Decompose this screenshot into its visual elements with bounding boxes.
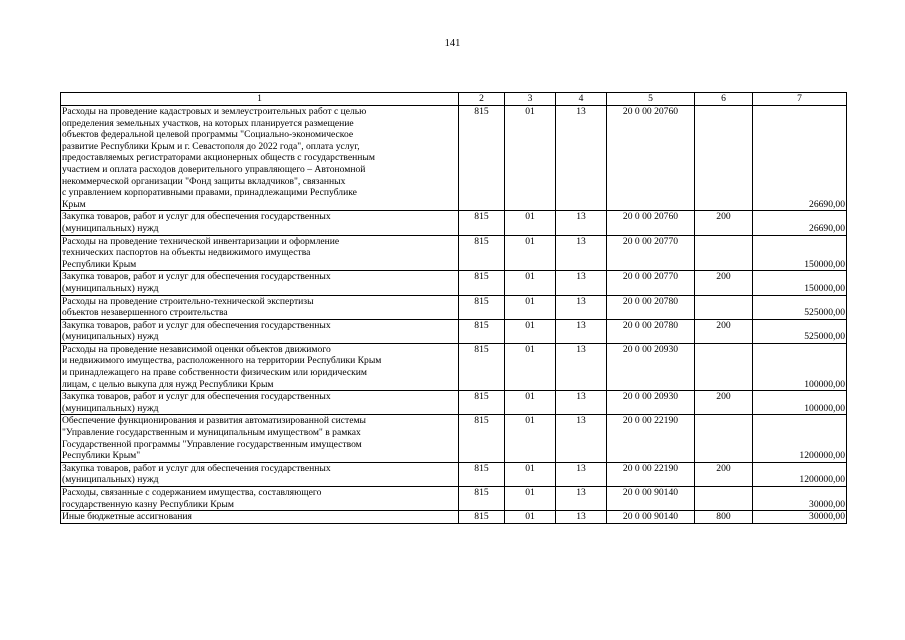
expense-type-code [695, 106, 753, 211]
header-row [61, 93, 847, 106]
section-code: 01 [505, 295, 556, 319]
amount: 100000,00 [753, 343, 847, 390]
amount: 30000,00 [753, 487, 847, 511]
amount: 525000,00 [753, 295, 847, 319]
table-row [61, 511, 847, 524]
target-item-code: 20 0 00 22190 [607, 415, 695, 462]
expense-type-code [695, 295, 753, 319]
amount: 26690,00 [753, 211, 847, 235]
grbs-code: 815 [459, 415, 505, 462]
grbs-code: 815 [459, 211, 505, 235]
section-code: 01 [505, 106, 556, 211]
target-item-code: 20 0 00 20780 [607, 319, 695, 343]
expense-type-code [695, 343, 753, 390]
table-row [61, 343, 847, 390]
grbs-code: 815 [459, 462, 505, 486]
grbs-code: 815 [459, 271, 505, 295]
target-item-code: 20 0 00 20930 [607, 343, 695, 390]
column-header: 6 [695, 93, 753, 106]
amount: 1200000,00 [753, 462, 847, 486]
column-header: 5 [607, 93, 695, 106]
row-name: Закупка товаров, работ и услуг для обеспечения государственных (муниципальных) нужд [61, 462, 459, 486]
grbs-code: 815 [459, 319, 505, 343]
table-row [61, 391, 847, 415]
section-code: 01 [505, 211, 556, 235]
subsection-code: 13 [556, 235, 607, 271]
subsection-code: 13 [556, 487, 607, 511]
subsection-code: 13 [556, 319, 607, 343]
table-row [61, 295, 847, 319]
grbs-code: 815 [459, 487, 505, 511]
target-item-code: 20 0 00 20770 [607, 235, 695, 271]
row-name: Закупка товаров, работ и услуг для обеспечения государственных (муниципальных) нужд [61, 211, 459, 235]
target-item-code: 20 0 00 90140 [607, 487, 695, 511]
column-header: 1 [61, 93, 459, 106]
row-name: Закупка товаров, работ и услуг для обеспечения государственных (муниципальных) нужд [61, 391, 459, 415]
grbs-code: 815 [459, 235, 505, 271]
section-code: 01 [505, 235, 556, 271]
row-name: Расходы на проведение технической инвентаризации и оформление технических паспортов на объекты недвижимого имущества Республики Крым [61, 235, 459, 271]
row-name: Закупка товаров, работ и услуг для обеспечения государственных (муниципальных) нужд [61, 271, 459, 295]
section-code: 01 [505, 343, 556, 390]
subsection-code: 13 [556, 511, 607, 524]
expense-type-code: 200 [695, 462, 753, 486]
expense-type-code: 200 [695, 211, 753, 235]
expense-type-code: 200 [695, 319, 753, 343]
amount: 150000,00 [753, 271, 847, 295]
grbs-code: 815 [459, 391, 505, 415]
table-row [61, 235, 847, 271]
row-name: Расходы на проведение кадастровых и землеустроительных работ с целью определения земельных участков, на которых планируется размещение объектов федеральной целевой программы "Социально-экономическое развитие Республики Крым и г. Севастополя до 2022 года", оплата услуг, предоставляемых регистраторами акционерных обществ с государственным участием и оплата расходов доверительного управляющего – Автономной некоммерческой организации "Фонд защиты вкладчиков", связанных с управлением корпоративными правами, принадлежащими Республике Крым [61, 106, 459, 211]
expense-type-code [695, 415, 753, 462]
row-name: Закупка товаров, работ и услуг для обеспечения государственных (муниципальных) нужд [61, 319, 459, 343]
row-name: Расходы на проведение строительно-технической экспертизы объектов незавершенного строительства [61, 295, 459, 319]
subsection-code: 13 [556, 295, 607, 319]
section-code: 01 [505, 319, 556, 343]
section-code: 01 [505, 391, 556, 415]
subsection-code: 13 [556, 343, 607, 390]
subsection-code: 13 [556, 271, 607, 295]
table-row [61, 106, 847, 211]
table-row [61, 271, 847, 295]
amount: 100000,00 [753, 391, 847, 415]
row-name: Обеспечение функционирования и развития автоматизированной системы "Управление государственным и муниципальным имуществом" в рамках Государственной программы "Управление государственным имуществом Республики Крым" [61, 415, 459, 462]
target-item-code: 20 0 00 20780 [607, 295, 695, 319]
expense-type-code: 200 [695, 391, 753, 415]
target-item-code: 20 0 00 20760 [607, 106, 695, 211]
grbs-code: 815 [459, 295, 505, 319]
amount: 150000,00 [753, 235, 847, 271]
section-code: 01 [505, 511, 556, 524]
row-name: Расходы на проведение независимой оценки объектов движимого и недвижимого имущества, расположенного на территории Республики Крым и принадлежащего на праве собственности физическим или юридическим лицам, с целью выкупа для нужд Республики Крым [61, 343, 459, 390]
amount: 30000,00 [753, 511, 847, 524]
section-code: 01 [505, 462, 556, 486]
table-row [61, 487, 847, 511]
page-number: 141 [444, 38, 461, 49]
target-item-code: 20 0 00 20930 [607, 391, 695, 415]
section-code: 01 [505, 415, 556, 462]
subsection-code: 13 [556, 391, 607, 415]
section-code: 01 [505, 487, 556, 511]
amount: 1200000,00 [753, 415, 847, 462]
budget-table [60, 92, 847, 524]
amount: 525000,00 [753, 319, 847, 343]
table-row [61, 211, 847, 235]
expense-type-code: 200 [695, 271, 753, 295]
column-header: 7 [753, 93, 847, 106]
target-item-code: 20 0 00 22190 [607, 462, 695, 486]
table-row [61, 319, 847, 343]
grbs-code: 815 [459, 343, 505, 390]
target-item-code: 20 0 00 20760 [607, 211, 695, 235]
grbs-code: 815 [459, 106, 505, 211]
expense-type-code [695, 235, 753, 271]
expense-type-code [695, 487, 753, 511]
row-name: Иные бюджетные ассигнования [61, 511, 459, 524]
column-header: 4 [556, 93, 607, 106]
grbs-code: 815 [459, 511, 505, 524]
subsection-code: 13 [556, 106, 607, 211]
expense-type-code: 800 [695, 511, 753, 524]
target-item-code: 20 0 00 90140 [607, 511, 695, 524]
table-row [61, 415, 847, 462]
row-name: Расходы, связанные с содержанием имущества, составляющего государственную казну Республики Крым [61, 487, 459, 511]
table-row [61, 462, 847, 486]
subsection-code: 13 [556, 415, 607, 462]
subsection-code: 13 [556, 462, 607, 486]
target-item-code: 20 0 00 20770 [607, 271, 695, 295]
column-header: 3 [505, 93, 556, 106]
section-code: 01 [505, 271, 556, 295]
amount: 26690,00 [753, 106, 847, 211]
subsection-code: 13 [556, 211, 607, 235]
column-header: 2 [459, 93, 505, 106]
table-body [61, 106, 847, 524]
